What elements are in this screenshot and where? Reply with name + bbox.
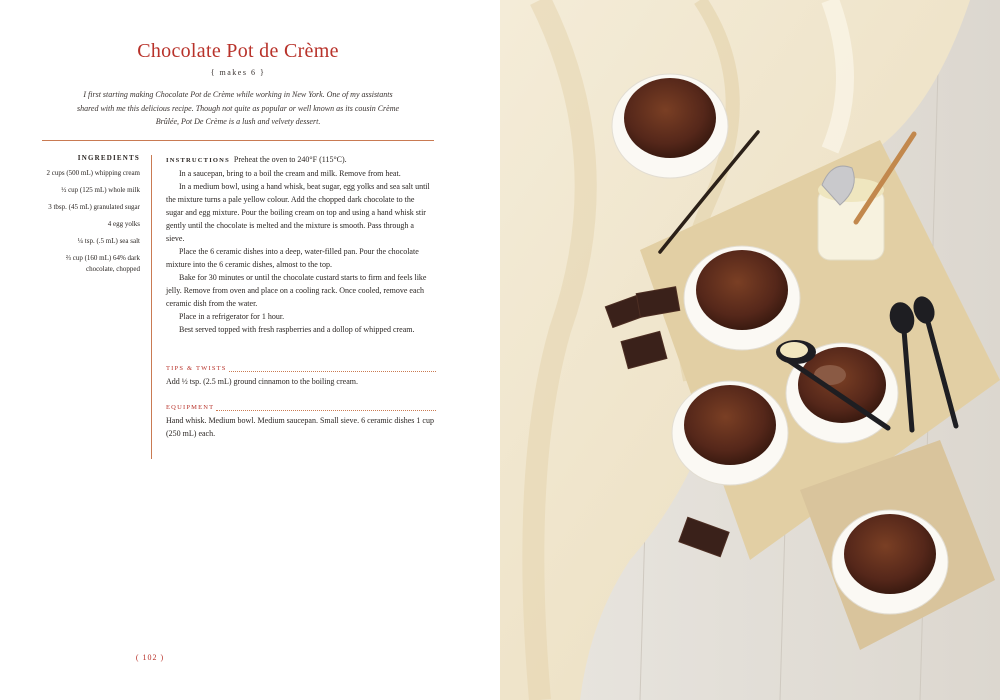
ingredients-column — [42, 154, 140, 281]
photo-illustration — [500, 0, 1000, 700]
ingredient-item: ⅔ cup (160 mL) 64% dark chocolate, chopped — [65, 254, 140, 273]
ingredient-item: 4 egg yolks — [107, 220, 140, 228]
ramekin — [672, 381, 788, 485]
instruction-step: Bake for 30 minutes or until the chocolate custard starts to firm and feels like jelly. Remove from oven and place on a cooling rack. Once cooled, remove each ceramic dish from the water. — [166, 273, 427, 308]
equipment-section — [166, 401, 436, 440]
ramekin — [832, 510, 948, 614]
instructions-block — [166, 153, 430, 336]
instruction-step: Best served topped with fresh raspberries and a dollop of whipped cream. — [179, 325, 415, 334]
recipe-yield: { makes 6 } — [210, 68, 266, 77]
ingredients-heading: INGREDIENTS — [77, 154, 140, 162]
instruction-step: Place in a refrigerator for 1 hour. — [179, 312, 285, 321]
ramekin — [684, 246, 800, 350]
ingredient-item: ¼ tsp. (.5 mL) sea salt — [77, 237, 140, 245]
equipment-heading — [166, 401, 436, 414]
instruction-step: In a medium bowl, using a hand whisk, beat sugar, egg yolks and sea salt until the mixture turns a pale yellow colour. Add the chopped dark chocolate to the sugar and egg mixture. Pour the boiling cream on top and using a hand whisk stir gently until the chocolate is melted and the mixture is smooth. Pass through a sieve. — [166, 182, 430, 243]
recipe-title: Chocolate Pot de Crème — [137, 40, 339, 62]
instructions-label: INSTRUCTIONS — [166, 157, 230, 164]
column-divider — [151, 155, 152, 459]
ingredient-item: 2 cups (500 mL) whipping cream — [46, 169, 140, 177]
tips-text: Add ½ tsp. (2.5 mL) ground cinnamon to the boiling cream. — [166, 377, 358, 386]
instruction-step-text: Preheat the oven to 240°F (115°C). — [233, 155, 347, 164]
ingredient-item: 3 tbsp. (45 mL) granulated sugar — [48, 203, 140, 211]
instruction-step: Place the 6 ceramic dishes into a deep, water-filled pan. Pour the chocolate mixture into the 6 ceramic dishes, almost to the top. — [166, 247, 419, 269]
ingredient-item: ½ cup (125 mL) whole milk — [61, 186, 140, 194]
dessert-photo — [500, 0, 1000, 700]
instruction-step: In a saucepan, bring to a boil the cream and milk. Remove from heat. — [179, 169, 401, 178]
tips-section — [166, 362, 436, 388]
equipment-label: EQUIPMENT — [166, 404, 215, 411]
tips-label: TIPS & TWISTS — [166, 365, 227, 372]
instruction-step — [166, 153, 430, 167]
tips-heading — [166, 362, 436, 375]
section-divider — [42, 140, 434, 141]
dotted-leader — [229, 365, 436, 372]
recipe-intro: I first starting making Chocolate Pot de Crème while working in New York. One of my assistants shared with me this delicious recipe. Though not quite as popular or well known as its cousin Crème Brûlée, Pot De Crème is a lush and velvety dessert. — [76, 90, 400, 126]
ramekin — [612, 74, 728, 178]
dotted-leader — [216, 404, 436, 411]
page-number: ( 102 ) — [135, 653, 165, 662]
equipment-text: Hand whisk. Medium bowl. Medium saucepan. Small sieve. 6 ceramic dishes 1 cup (250 mL) each. — [166, 416, 434, 438]
